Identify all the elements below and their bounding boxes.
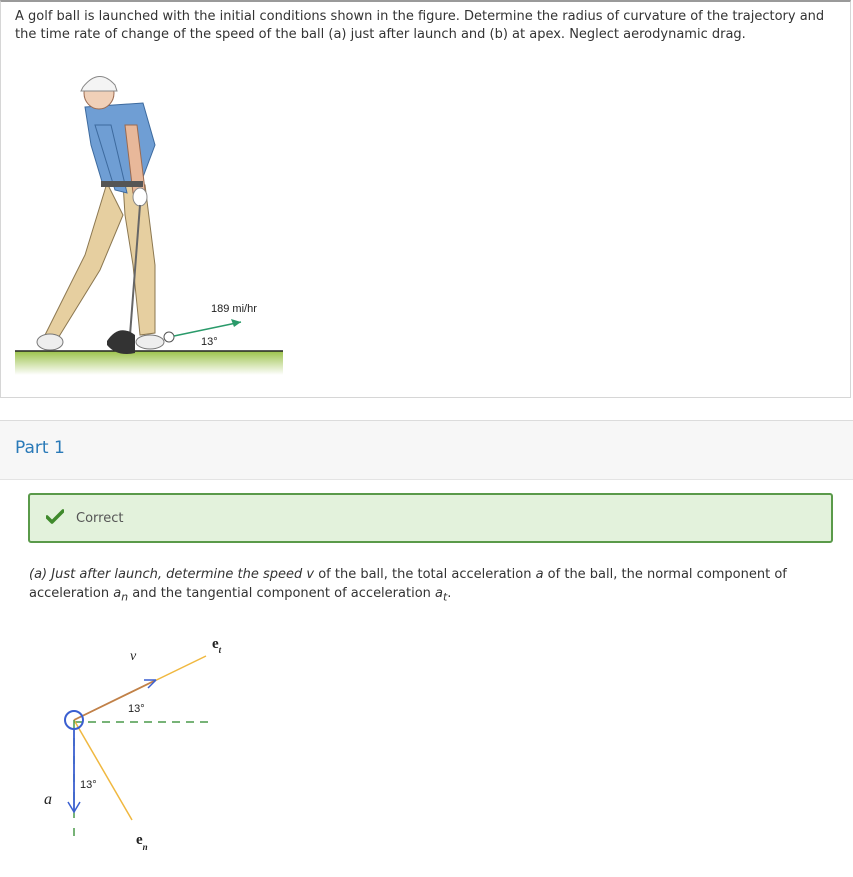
angle-top-label: 13° [128, 703, 145, 715]
part-title: Part 1 [15, 438, 65, 458]
var-an: $a_n$ [113, 586, 129, 604]
glove [133, 188, 147, 206]
et-label: $e_t$ [212, 636, 222, 655]
v-label: v [130, 649, 137, 664]
check-icon [46, 509, 64, 525]
right-shoe [136, 335, 164, 349]
golf-ball [164, 332, 174, 342]
problem-card [0, 0, 851, 398]
problem-statement: A golf ball is launched with the initial conditions shown in the figure. Determine the radius of curvature of the trajectory and the time rate of change of the speed of the ball (a) just after launch and (b) at apex. Neglect aerodynamic drag. [15, 9, 825, 42]
correct-label: Correct [76, 511, 124, 526]
belt [101, 181, 143, 187]
question-end: . [447, 586, 452, 601]
launch-angle-label: 13° [201, 336, 218, 348]
en-label: $e_n$ [136, 832, 148, 852]
question-mid3: and the tangential component of acceleration [128, 586, 436, 601]
a-label: a [44, 791, 52, 808]
part-header [0, 420, 853, 480]
grass [15, 351, 283, 375]
var-v: v [306, 567, 315, 582]
cap [81, 76, 117, 91]
angle-bottom-label: 13° [80, 779, 97, 791]
en-line [74, 720, 132, 820]
speed-label: 189 mi/hr [211, 303, 257, 315]
correct-feedback [28, 493, 833, 543]
question-mid2: of the ball, the normal component of acceleration [29, 567, 787, 601]
left-leg [45, 183, 123, 343]
var-a: a [535, 567, 544, 582]
question-mid1: of the ball, the total acceleration [314, 567, 536, 582]
question-prefix: (a) Just after launch, determine the speed [29, 567, 307, 582]
velocity-arrow [174, 322, 241, 336]
velocity-arrowhead [231, 319, 241, 327]
vector-diagram [38, 630, 228, 870]
left-shoe [37, 334, 63, 350]
question-text [29, 565, 829, 607]
golfer-figure [15, 65, 283, 377]
var-at: $a_t$ [435, 586, 448, 604]
